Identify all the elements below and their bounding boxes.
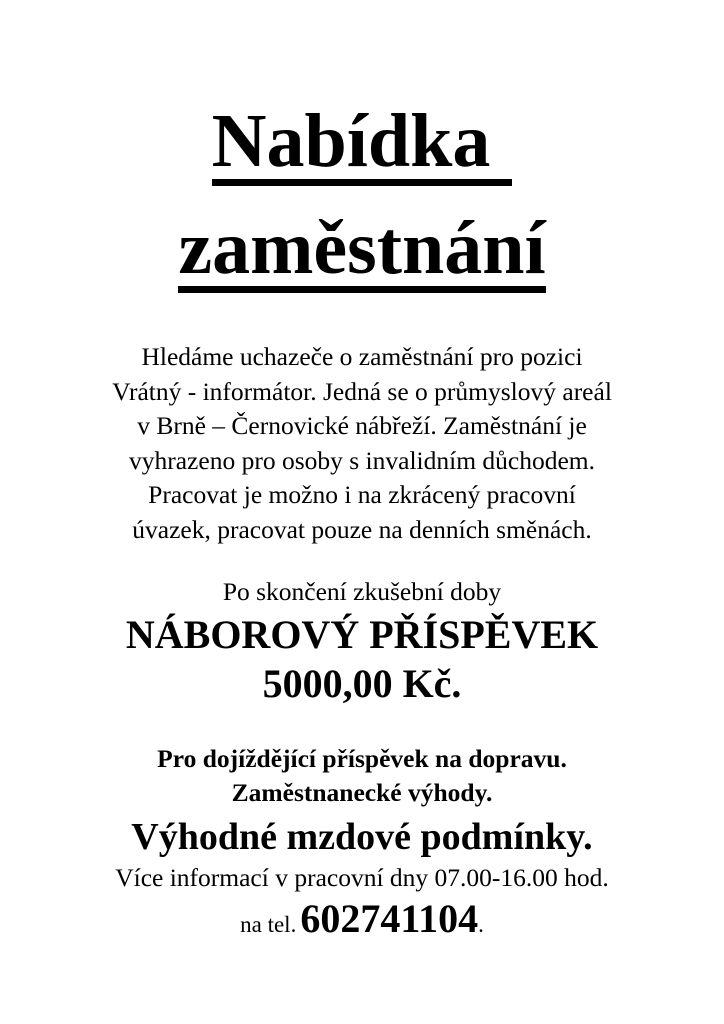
intro-line: vyhrazeno pro osoby s invalidním důchodem. xyxy=(129,445,595,475)
employee-benefits-text: Zaměstnanecké výhody. xyxy=(231,778,493,807)
office-hours-text: Více informací v pracovní dny 07.00-16.00 hod. xyxy=(115,863,609,892)
recruitment-bonus-label: NÁBOROVÝ PŘÍSPĚVEK xyxy=(125,612,599,657)
phone-suffix: . xyxy=(478,912,484,937)
trial-period-text: Po skončení zkušební doby xyxy=(222,577,502,606)
title-text-1: Nabídka xyxy=(212,103,513,186)
intro-line: Vrátný - informátor. Jedná se o průmyslový areál xyxy=(112,376,612,406)
phone-prefix: na tel. xyxy=(240,912,297,937)
title-line-1 xyxy=(0,99,724,186)
title-text-2: zaměstnání xyxy=(178,210,545,293)
commute-allowance-text: Pro dojíždějící příspěvek na dopravu. xyxy=(157,744,567,773)
phone-line xyxy=(0,893,724,954)
recruitment-bonus-amount: 5000,00 Kč. xyxy=(262,661,462,706)
title-line-2 xyxy=(0,206,724,293)
phone-number: 602741104 xyxy=(300,896,479,941)
intro-line: Hledáme uchazeče o zaměstnání pro pozici xyxy=(141,342,583,371)
intro-line: v Brně – Černovické nábřeží. Zaměstnání je xyxy=(137,411,587,440)
intro-line: Pracovat je možno i na zkrácený pracovní xyxy=(148,480,576,509)
intro-line: úvazek, pracovat pouze na denních směnách. xyxy=(132,514,592,544)
intro-paragraph xyxy=(40,340,684,547)
wage-conditions-heading: Výhodné mzdové podmínky. xyxy=(131,816,593,858)
